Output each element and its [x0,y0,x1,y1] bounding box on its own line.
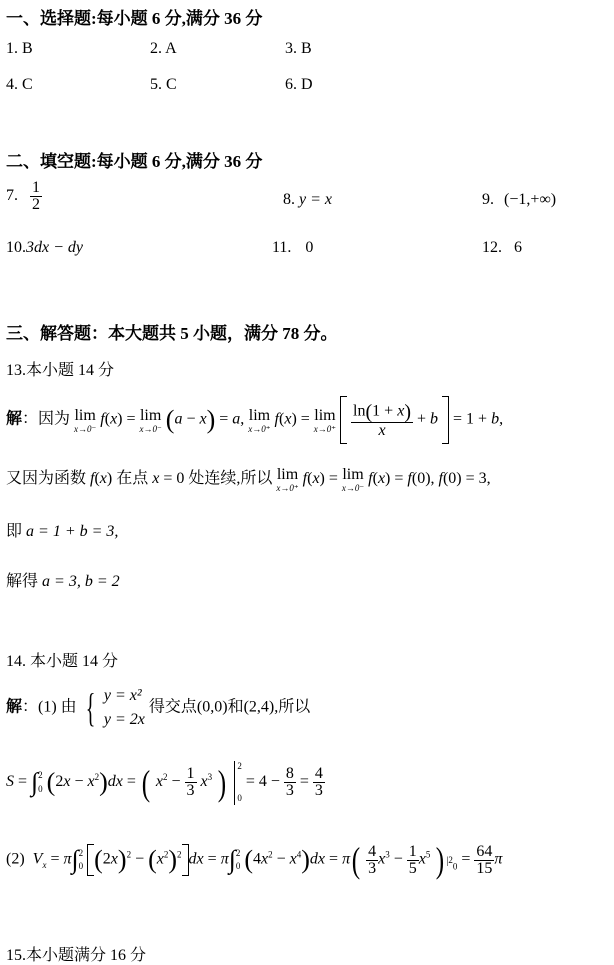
q13-solve-label: 解 [6,410,23,428]
lim-left-3: lim x→0⁻ [341,466,365,493]
q14-area-formula: S = ∫ 2 0 $(2x - x^2)dx$ = ( $x^2$ − $\frac{1}{3}$ $x^3$ ) 2 0 = 4 − $\frac{8}{3}$ = $\frac{4}{3}$ [6,761,323,803]
q13-line3-math: a = 1 + b = 3, [26,523,119,540]
q14-part1 [6,684,310,732]
q14-part1-text: 得交点 [148,698,197,716]
section2-heading: 二、填空题:每小题 6 分,满分 36 分 [6,152,263,171]
lim-right-1: lim x→0⁺ [248,406,271,434]
q13-title: 13.本小题 14 分 [6,362,115,379]
q14-part2-label: (2) [6,850,25,868]
lim-right-2: lim x→0⁺ [313,406,337,434]
q7-denominator: 2 [32,196,40,213]
q12-value: 6 [514,239,522,256]
q9 [482,191,556,209]
q13-line2-mid: 在点 [116,470,149,487]
q7-label: 7. [6,187,18,205]
answer-6: 6. D [285,76,313,93]
lim-right-3: lim x→0⁺ [276,466,299,493]
q12 [482,239,522,257]
system-eq2: y = 2x [103,711,145,728]
answer-1: 1. B [6,40,33,57]
q7-numerator: 1 [32,179,40,196]
q13-line2: 又因为函数 f(x) 在点 x = 0 处连续,所以 lim x→0⁺ f(x) = lim x→0⁻ f(x) = f(0), f(0) = 3, [6,466,491,493]
q13-line4-math: a = 3, b = 2 [42,573,120,590]
q8-value: y = x [299,191,332,208]
q11-value: 0 [305,239,314,256]
q14-solve-label: 解 [6,698,23,716]
q13-line3 [6,518,118,541]
answer-2: 2. A [150,40,177,57]
q13-line1-intro: ：因为 [22,410,71,428]
q12-label: 12. [482,239,502,256]
section3-heading: 三、解答题：本大题共 5 小题，满分 78 分。 [6,324,338,343]
q11 [272,239,313,257]
answer-4: 4. C [6,76,33,93]
q13-line3-label: 即 [6,523,23,540]
q8-label: 8. [283,191,295,208]
q13-line2-intro: 又因为函数 [6,470,87,487]
q9-value: (−1,+∞) [504,191,557,208]
equation-system [104,684,145,732]
system-eq1: y = x² [103,687,142,704]
q10 [6,239,83,257]
q15-title: 15.本小题满分 16 分 [6,947,147,964]
q8 [283,191,332,209]
q13-line4-label: 解得 [6,573,39,590]
q10-value: 3dx − dy [26,239,83,256]
q14-volume-formula: (2) $V_x = \pi\int$ 2 0 $(2x)^2 - (x^2)^2$ dx = π∫ 2 0 $(4x^2 - x^4)dx = \pi$( $\frac{4}{3}$ $x^3$ − $\frac{1}{5}$ $x^5$ ) $|2_0$ = $\frac{64}{15}$ π [6,840,503,880]
q9-label: 9. [482,191,494,208]
q14-title: 14. 本小题 14 分 [6,653,119,670]
q14-part1-tail: ,所以 [274,698,311,716]
answer-5: 5. C [150,76,177,93]
q14-points: (0,0)和(2,4) [196,698,275,716]
q13-line1: 解：因为 lim x→0⁻ f(x) = lim x→0⁻ (a − x) = a, lim x→0⁺ f(x) = lim x→0⁺ $\frac{\ln(1 + x)}{x}$ + b = 1 + b, [6,396,503,444]
q7 [6,180,42,213]
lim-left-1: lim x→0⁻ [74,406,97,434]
q10-label: 10. [6,239,26,256]
q14-part1-label: ：(1) 由 [22,698,77,716]
ln-fraction: $\frac{\ln(1 + x)}{x}$ [353,400,411,439]
answer-3: 3. B [285,40,312,57]
q11-label: 11. [272,239,292,256]
section1-heading: 一、选择题:每小题 6 分,满分 36 分 [6,9,263,28]
left-brace-icon: { [85,685,96,730]
q7-fraction [30,180,42,213]
q13-line2-mid2: 处连续,所以 [188,470,273,487]
q13-line4 [6,568,120,591]
lim-left-2: lim x→0⁻ [139,406,162,434]
